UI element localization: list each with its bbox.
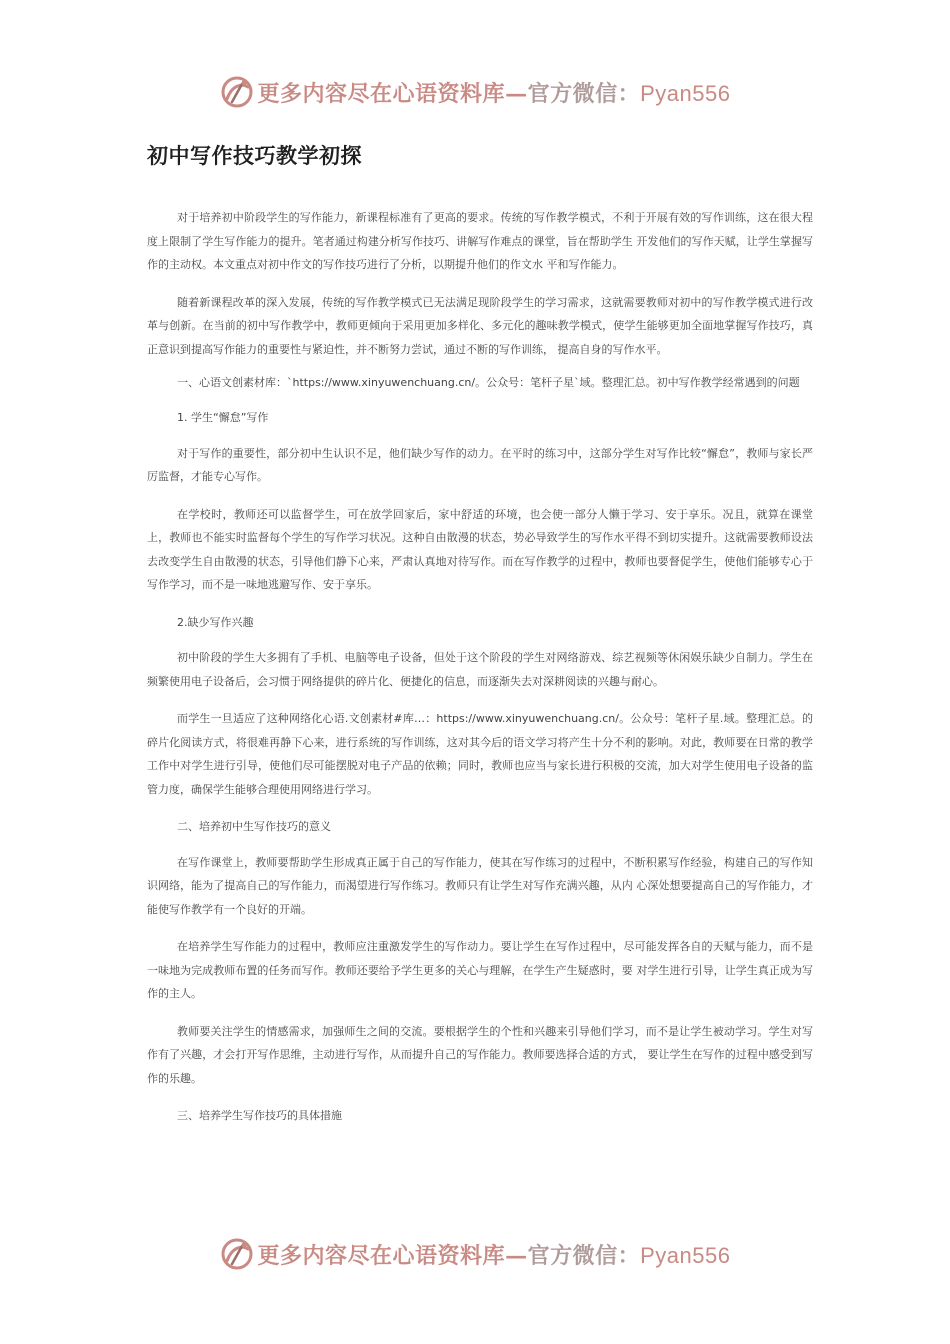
- subsection-heading: 1. 学生“懈怠”写作: [177, 411, 269, 424]
- banner-wechat-label: 官方微信：: [527, 1242, 641, 1269]
- paragraph: 对于写作的重要性，部分初中生认识不足，他们缺少写作的动力。在平时的练习中，这部分学生对写作比较“懈怠”，教师与家长严厉监督，才能专心写作。: [147, 446, 813, 483]
- section-heading: 一、心语文创素材库：`https://www.xinyuwenchuang.cn/。公众号：笔杆子星`域。整理汇总。初中写作教学经常遇到的问题: [177, 376, 800, 389]
- banner-main: 更多内容尽在心语资料库: [257, 1242, 506, 1269]
- paragraph: 在写作课堂上，教师要帮助学生形成真正属于自己的写作能力，使其在写作练习的过程中，不断积累写作经验，构建自己的写作知识网络，能为了提高自己的写作能力，而渴望进行写作练习。教师只有让学生对写作充满兴趣，从内 心深处想要提高自己的写作能力，才能使写作教学有一个良好的开端。: [147, 855, 813, 916]
- top-banner: [0, 72, 950, 112]
- subsection-heading: 2.缺少写作兴趣: [177, 615, 254, 629]
- brand-logo-icon: [220, 1237, 254, 1271]
- paragraph: 在培养学生写作能力的过程中，教师应注重激发学生的写作动力。要让学生在写作过程中，尽可能发挥各自的天赋与能力，而不是一味地为完成教师布置的任务而写作。教师还要给予学生更多的关心与理解，在学生产生疑惑时，要 对学生进行引导，让学生真正成为写作的主人。: [147, 940, 813, 1000]
- paragraph: 初中阶段的学生大多拥有了手机、电脑等电子设备，但处于这个阶段的学生对网络游戏、综艺视频等休闲娱乐缺少自制力。学生在频繁使用电子设备后，会习惯于网络提供的碎片化、便捷化的信息，而逐渐失去对深耕阅读的兴趣与耐心。: [147, 651, 813, 688]
- banner-text: [258, 1239, 731, 1270]
- paragraph: 随着新课程改革的深入发展，传统的写作教学模式已无法满足现阶段学生的学习需求，这就需要教师对初中的写作教学模式进行改革与创新。在当前的初中写作教学中，教师更倾向于采用更加多样化、多元化的趣味教学模式，使学生能够更加全面地掌握写作技巧，真正意识到提高写作能力的重要性与紧迫性，并不断努力尝试，通过不断的写作训练， 提高自身的写作水平。: [147, 295, 813, 356]
- banner-wechat-id: Pyan556: [640, 1242, 731, 1268]
- section-heading: 二、培养初中生写作技巧的意义: [177, 820, 331, 833]
- banner-main: 更多内容尽在心语资料库: [257, 80, 506, 107]
- brand-logo-icon: [220, 75, 254, 109]
- paragraph: 对于培养初中阶段学生的写作能力，新课程标准有了更高的要求。传统的写作教学模式，不利于开展有效的写作训练，这在很大程度上限制了学生写作能力的提升。笔者通过构建分析写作技巧、讲解写作难点的课堂，旨在帮助学生 开发他们的写作天赋，让学生掌握写作的主动权。本文重点对初中作文的写作技巧进行了分析，以期提升他们的作文水 平和写作能力。: [147, 211, 813, 271]
- section-heading: 三、培养学生写作技巧的具体措施: [177, 1109, 342, 1122]
- article-title: 初中写作技巧教学初探: [147, 144, 362, 168]
- banner-separator: —: [505, 1242, 528, 1269]
- paragraph: 教师要关注学生的情感需求，加强师生之间的交流。要根据学生的个性和兴趣来引导他们学习，而不是让学生被动学习。学生对写作有了兴趣，才会打开写作思维，主动进行写作，从而提升自己的写作能力。教师要选择合适的方式， 要让学生在写作的过程中感受到写作的乐趣。: [147, 1024, 813, 1085]
- banner-separator: —: [505, 80, 528, 107]
- paragraph: 而学生一旦适应了这种网络化心语.文创素材#库…：https://www.xinyuwenchuang.cn/。公众号：笔杆子星.域。整理汇总。的碎片化阅读方式，将很难再静下心来，进行系统的写作训练，这对其今后的语文学习将产生十分不利的影响。对此，教师要在日常的教学工作中对学生进行引导，使他们尽可能摆脱对电子产品的依赖；同时，教师也应当与家长进行积极的交流，加大对学生使用电子设备的监管力度，确保学生能够合理使用网络进行学习。: [147, 712, 813, 796]
- banner-wechat-id: Pyan556: [640, 80, 731, 106]
- article-body: [147, 206, 813, 1140]
- banner-text: [258, 77, 731, 108]
- paragraph: 在学校时，教师还可以监督学生，可在放学回家后，家中舒适的环境，也会使一部分人懒于学习、安于享乐。况且，就算在课堂上，教师也不能实时监督每个学生的写作学习状况。这种自由散漫的状态，势必导致学生的写作水平得不到切实提升。这就需要教师设法去改变学生自由散漫的状态，引导他们静下心来，严肃认真地对待写作。而在写作教学的过程中，教师也要督促学生，使他们能够专心于写作学习，而不是一味地逃避写作、安于享乐。: [147, 507, 813, 591]
- bottom-banner: [0, 1234, 950, 1274]
- banner-wechat-label: 官方微信：: [527, 80, 641, 107]
